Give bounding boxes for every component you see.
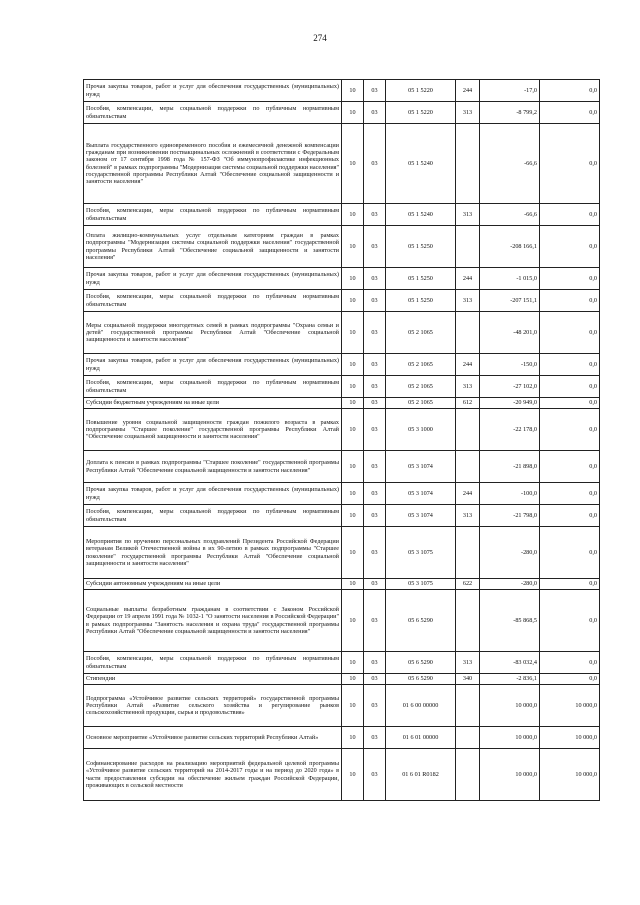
row-name: Пособия, компенсации, меры социальной поддержки по публичным нормативным обязательствам [84, 102, 342, 124]
section-code: 10 [342, 749, 364, 801]
expense-type-code [456, 749, 480, 801]
target-article-code: 05 1 5250 [386, 226, 456, 268]
amount-2016: 0,0 [540, 590, 600, 652]
expense-type-code [456, 727, 480, 749]
row-name: Меры социальной поддержки многодетных семей в рамках подпрограммы "Охрана семьи и детей" государственной программы Республики Алтай "Обеспечение социальной защищенности и занятости населения" [84, 312, 342, 354]
table-row [84, 268, 600, 290]
section-code: 10 [342, 590, 364, 652]
amount-2016: 0,0 [540, 80, 600, 102]
expense-type-code: 340 [456, 674, 480, 685]
amount-2015: -150,0 [480, 354, 540, 376]
subsection-code: 03 [364, 727, 386, 749]
target-article-code: 05 1 5240 [386, 204, 456, 226]
amount-2016: 0,0 [540, 290, 600, 312]
section-code: 10 [342, 376, 364, 398]
subsection-code: 03 [364, 102, 386, 124]
target-article-code: 05 1 5250 [386, 268, 456, 290]
subsection-code: 03 [364, 376, 386, 398]
section-code: 10 [342, 579, 364, 590]
amount-2015: -22 178,0 [480, 409, 540, 451]
subsection-code: 03 [364, 204, 386, 226]
amount-2015: -27 102,0 [480, 376, 540, 398]
amount-2015: -207 151,1 [480, 290, 540, 312]
expense-type-code: 244 [456, 354, 480, 376]
row-name: Повышение уровня социальной защищенности граждан пожилого возраста в рамках подпрограммы "Старшее поколение" государственной программы Республики Алтай "Обеспечение социальной защищенности и занятости населения" [84, 409, 342, 451]
section-code: 10 [342, 451, 364, 483]
table-row [84, 204, 600, 226]
amount-2016: 0,0 [540, 398, 600, 409]
expense-type-code: 612 [456, 398, 480, 409]
amount-2015: -280,0 [480, 527, 540, 579]
expense-type-code: 622 [456, 579, 480, 590]
table-row [84, 312, 600, 354]
section-code: 10 [342, 290, 364, 312]
section-code: 10 [342, 80, 364, 102]
expense-type-code: 313 [456, 102, 480, 124]
table-row [84, 290, 600, 312]
table-row [84, 527, 600, 579]
subsection-code: 03 [364, 652, 386, 674]
section-code: 10 [342, 483, 364, 505]
budget-table [83, 79, 600, 801]
amount-2016: 10 000,0 [540, 749, 600, 801]
row-name: Стипендии [84, 674, 342, 685]
amount-2016: 0,0 [540, 376, 600, 398]
table-row [84, 354, 600, 376]
table-row [84, 80, 600, 102]
row-name: Субсидии автономным учреждениям на иные цели [84, 579, 342, 590]
table-row [84, 749, 600, 801]
target-article-code: 01 6 00 00000 [386, 685, 456, 727]
row-name: Прочая закупка товаров, работ и услуг для обеспечения государственных (муниципальных) нужд [84, 354, 342, 376]
amount-2016: 0,0 [540, 409, 600, 451]
amount-2016: 0,0 [540, 451, 600, 483]
expense-type-code [456, 312, 480, 354]
page-number: 274 [313, 33, 327, 43]
section-code: 10 [342, 268, 364, 290]
row-name: Пособия, компенсации, меры социальной поддержки по публичным нормативным обязательствам [84, 652, 342, 674]
subsection-code: 03 [364, 685, 386, 727]
row-name: Пособия, компенсации, меры социальной поддержки по публичным нормативным обязательствам [84, 376, 342, 398]
amount-2015: -1 015,0 [480, 268, 540, 290]
subsection-code: 03 [364, 409, 386, 451]
row-name: Подпрограмма «Устойчивое развитие сельских территорий» государственной программы Республики Алтай «Развитие сельского хозяйства и регулирование рынков сельскохозяйственной продукции, сырья и продовольствия» [84, 685, 342, 727]
section-code: 10 [342, 312, 364, 354]
amount-2016: 0,0 [540, 226, 600, 268]
section-code: 10 [342, 685, 364, 727]
target-article-code: 05 3 1074 [386, 451, 456, 483]
target-article-code: 05 3 1074 [386, 505, 456, 527]
section-code: 10 [342, 727, 364, 749]
section-code: 10 [342, 652, 364, 674]
amount-2016: 0,0 [540, 579, 600, 590]
target-article-code: 05 1 5250 [386, 290, 456, 312]
subsection-code: 03 [364, 354, 386, 376]
target-article-code: 05 6 5290 [386, 652, 456, 674]
amount-2015: 10 000,0 [480, 749, 540, 801]
target-article-code: 05 2 1065 [386, 354, 456, 376]
table-row [84, 685, 600, 727]
amount-2015: -8 799,2 [480, 102, 540, 124]
expense-type-code [456, 451, 480, 483]
section-code: 10 [342, 102, 364, 124]
amount-2016: 0,0 [540, 354, 600, 376]
expense-type-code: 244 [456, 483, 480, 505]
row-name: Мероприятия по вручению персональных поздравлений Президента Российской Федерации ветеранам Великой Отечественной войны в их 90-летию в рамках подпрограммы "Старшее поколение" государственной программы Республики Алтай "Обеспечение социальной защищенности и занятости населения" [84, 527, 342, 579]
expense-type-code: 313 [456, 652, 480, 674]
expense-type-code: 313 [456, 376, 480, 398]
amount-2016: 0,0 [540, 483, 600, 505]
table-row [84, 579, 600, 590]
subsection-code: 03 [364, 80, 386, 102]
subsection-code: 03 [364, 579, 386, 590]
subsection-code: 03 [364, 124, 386, 204]
section-code: 10 [342, 398, 364, 409]
expense-type-code [456, 590, 480, 652]
expense-type-code [456, 685, 480, 727]
table-row [84, 590, 600, 652]
amount-2015: -17,0 [480, 80, 540, 102]
section-code: 10 [342, 409, 364, 451]
section-code: 10 [342, 674, 364, 685]
table-row [84, 102, 600, 124]
table-row [84, 226, 600, 268]
subsection-code: 03 [364, 290, 386, 312]
expense-type-code: 244 [456, 80, 480, 102]
expense-type-code [456, 527, 480, 579]
subsection-code: 03 [364, 749, 386, 801]
amount-2015: -66,6 [480, 204, 540, 226]
amount-2015: -83 032,4 [480, 652, 540, 674]
row-name: Субсидии бюджетным учреждениям на иные цели [84, 398, 342, 409]
table-row [84, 451, 600, 483]
table-row [84, 483, 600, 505]
subsection-code: 03 [364, 674, 386, 685]
subsection-code: 03 [364, 398, 386, 409]
subsection-code: 03 [364, 312, 386, 354]
row-name: Прочая закупка товаров, работ и услуг для обеспечения государственных (муниципальных) нужд [84, 483, 342, 505]
table-row [84, 124, 600, 204]
amount-2015: -85 868,5 [480, 590, 540, 652]
section-code: 10 [342, 124, 364, 204]
expense-type-code: 244 [456, 268, 480, 290]
amount-2016: 0,0 [540, 204, 600, 226]
subsection-code: 03 [364, 527, 386, 579]
target-article-code: 05 1 5240 [386, 124, 456, 204]
target-article-code: 05 1 5220 [386, 80, 456, 102]
table-row [84, 409, 600, 451]
amount-2015: -100,0 [480, 483, 540, 505]
section-code: 10 [342, 226, 364, 268]
row-name: Пособия, компенсации, меры социальной поддержки по публичным нормативным обязательствам [84, 204, 342, 226]
target-article-code: 01 6 01 00000 [386, 727, 456, 749]
table-row [84, 674, 600, 685]
subsection-code: 03 [364, 505, 386, 527]
expense-type-code: 313 [456, 505, 480, 527]
row-name: Основное мероприятие «Устойчивое развитие сельских территорий Республики Алтай» [84, 727, 342, 749]
table-row [84, 652, 600, 674]
amount-2016: 10 000,0 [540, 685, 600, 727]
amount-2015: -21 798,0 [480, 505, 540, 527]
table-row [84, 398, 600, 409]
subsection-code: 03 [364, 268, 386, 290]
row-name: Пособия, компенсации, меры социальной поддержки по публичным нормативным обязательствам [84, 505, 342, 527]
amount-2016: 0,0 [540, 652, 600, 674]
table-row [84, 505, 600, 527]
amount-2016: 10 000,0 [540, 727, 600, 749]
section-code: 10 [342, 527, 364, 579]
expense-type-code [456, 226, 480, 268]
expense-type-code: 313 [456, 290, 480, 312]
table-row [84, 727, 600, 749]
row-name: Доплата к пенсии в рамках подпрограммы "Старшее поколение" государственной программы Республики Алтай "Обеспечение социальной защищенности и занятости населения" [84, 451, 342, 483]
target-article-code: 05 2 1065 [386, 398, 456, 409]
target-article-code: 05 3 1075 [386, 579, 456, 590]
expense-type-code [456, 124, 480, 204]
row-name: Выплата государственного единовременного пособия и ежемесячной денежной компенсации гражданам при возникновении поствакцинальных осложнений в соответствии с Федеральным законом от 17 сентября 1998 года № 157-ФЗ "Об иммунопрофилактике инфекционных болезней" в рамках подпрограммы "Модернизация системы социальной поддержки населения" государственной программы Республики Алтай "Обеспечение социальной защищенности и занятости населения" [84, 124, 342, 204]
subsection-code: 03 [364, 451, 386, 483]
amount-2015: -48 201,0 [480, 312, 540, 354]
amount-2015: -20 949,0 [480, 398, 540, 409]
row-name: Прочая закупка товаров, работ и услуг для обеспечения государственных (муниципальных) нужд [84, 268, 342, 290]
expense-type-code: 313 [456, 204, 480, 226]
amount-2015: -2 836,1 [480, 674, 540, 685]
target-article-code: 05 3 1074 [386, 483, 456, 505]
amount-2016: 0,0 [540, 505, 600, 527]
row-name: Софинансирование расходов на реализацию мероприятий федеральной целевой программы «Устойчивое развитие сельских территорий на 2014-2017 годы и на период до 2020 года» в части предоставления субсидии на обеспечение жильем граждан Российской Федерации, проживающих в сельской местности [84, 749, 342, 801]
amount-2016: 0,0 [540, 527, 600, 579]
amount-2015: -280,0 [480, 579, 540, 590]
target-article-code: 05 1 5220 [386, 102, 456, 124]
target-article-code: 01 6 01 R0182 [386, 749, 456, 801]
amount-2015: -21 898,0 [480, 451, 540, 483]
amount-2015: -208 166,1 [480, 226, 540, 268]
amount-2015: -66,6 [480, 124, 540, 204]
amount-2016: 0,0 [540, 312, 600, 354]
target-article-code: 05 3 1075 [386, 527, 456, 579]
amount-2015: 10 000,0 [480, 727, 540, 749]
section-code: 10 [342, 354, 364, 376]
amount-2016: 0,0 [540, 674, 600, 685]
section-code: 10 [342, 505, 364, 527]
amount-2015: 10 000,0 [480, 685, 540, 727]
row-name: Оплата жилищно-коммунальных услуг отдельным категориям граждан в рамках подпрограммы "Модернизация системы социальной поддержки населения" государственной программы Республики Алтай "Обеспечение социальной защищенности и занятости населения" [84, 226, 342, 268]
target-article-code: 05 2 1065 [386, 312, 456, 354]
row-name: Пособия, компенсации, меры социальной поддержки по публичным нормативным обязательствам [84, 290, 342, 312]
subsection-code: 03 [364, 590, 386, 652]
amount-2016: 0,0 [540, 268, 600, 290]
amount-2016: 0,0 [540, 124, 600, 204]
table-row [84, 376, 600, 398]
target-article-code: 05 3 1000 [386, 409, 456, 451]
target-article-code: 05 6 5290 [386, 674, 456, 685]
target-article-code: 05 2 1065 [386, 376, 456, 398]
target-article-code: 05 6 5290 [386, 590, 456, 652]
subsection-code: 03 [364, 483, 386, 505]
amount-2016: 0,0 [540, 102, 600, 124]
row-name: Прочая закупка товаров, работ и услуг для обеспечения государственных (муниципальных) нужд [84, 80, 342, 102]
subsection-code: 03 [364, 226, 386, 268]
row-name: Социальные выплаты безработным гражданам в соответствии с Законом Российской Федерации от 19 апреля 1991 года № 1032-1 "О занятости населения в Российской Федерации" в рамках подпрограммы "Занятость населения и охрана труда" государственной программы Республики Алтай "Обеспечение социальной защищенности и занятости населения" [84, 590, 342, 652]
expense-type-code [456, 409, 480, 451]
section-code: 10 [342, 204, 364, 226]
